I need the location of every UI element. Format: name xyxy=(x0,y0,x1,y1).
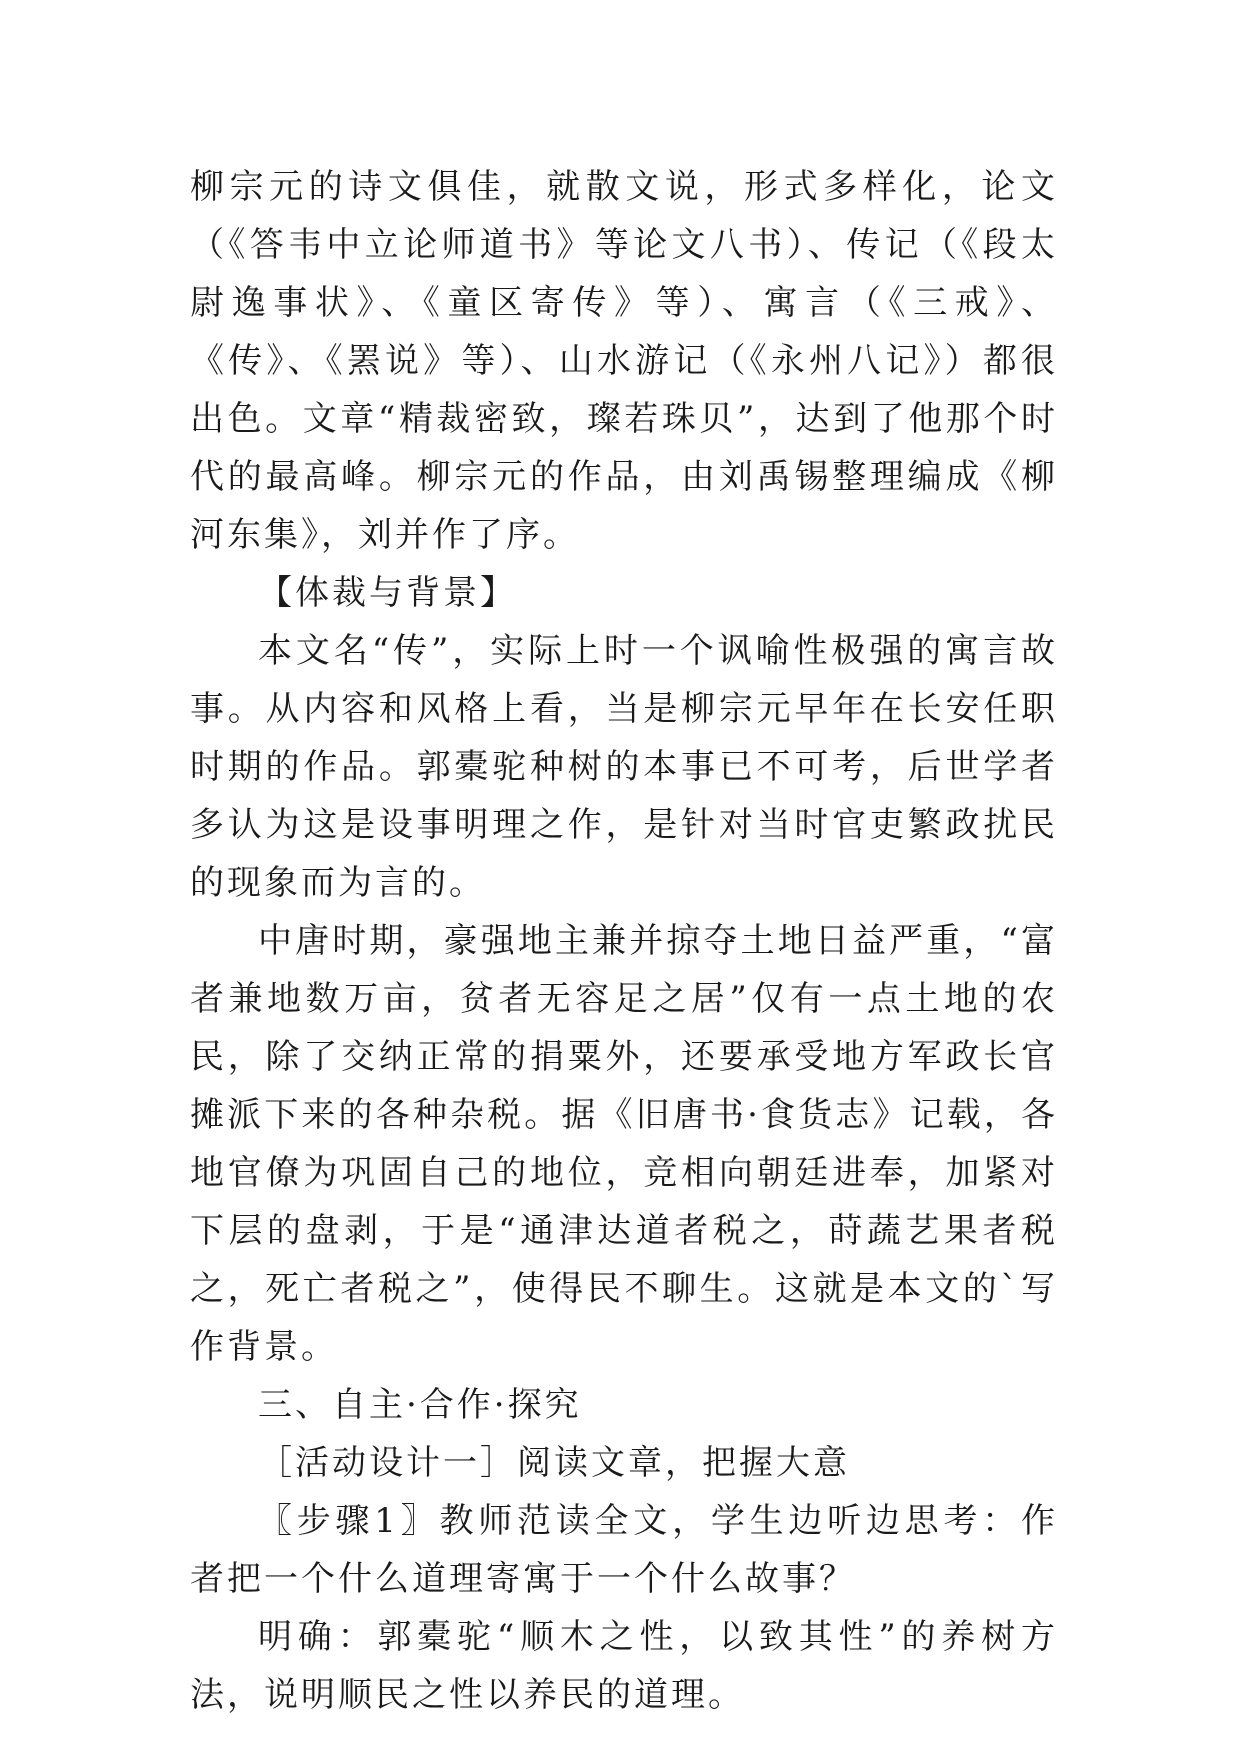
paragraph-step-1: 〖步骤1〗教师范读全文，学生边听边思考：作者把一个什么道理寄寓于一个什么故事？ xyxy=(190,1501,1058,1599)
paragraph-background: 中唐时期，豪强地主兼并掠夺土地日益严重，“富者兼地数万亩，贫者无容足之居”仅有一点土地的农民，除了交纳正常的捐粟外，还要承受地方军政长官摊派下来的各种杂税。据《旧唐书·食货志》记载，各地官僚为巩固自己的地位，竞相向朝廷进奉，加紧对下层的盘剥，于是“通津达道者税之，莳蔬艺果者税之，死亡者税之”，使得民不聊生。这就是本文的`写作背景。 xyxy=(190,921,1058,1367)
paragraph-answer: 明确：郭橐驼“顺木之性，以致其性”的养树方法，说明顺民之性以养民的道理。 xyxy=(190,1617,1058,1715)
section-heading-genre-background: 【体裁与背景】 xyxy=(258,573,517,613)
document-page xyxy=(190,158,1058,1724)
paragraph-liu-zongyuan-works: 柳宗元的诗文俱佳，就散文说，形式多样化，论文（《答韦中立论师道书》等论文八书）、传记（《段太尉逸事状》、《童区寄传》等）、寓言（《三戒》、《传》、《罴说》等）、山水游记（《永州八记》）都很出色。文章“精裁密致，璨若珠贝”，达到了他那个时代的最高峰。柳宗元的作品，由刘禹锡整理编成《柳河东集》，刘并作了序。 xyxy=(190,167,1058,555)
activity-heading-1: ［活动设计一］阅读文章，把握大意 xyxy=(258,1443,850,1483)
section-heading-inquiry: 三、自主·合作·探究 xyxy=(258,1385,582,1425)
paragraph-genre: 本文名“传”，实际上时一个讽喻性极强的寓言故事。从内容和风格上看，当是柳宗元早年在长安任职时期的作品。郭橐驼种树的本事已不可考，后世学者多认为这是设事明理之作，是针对当时官吏繁政扰民的现象而为言的。 xyxy=(190,631,1058,903)
